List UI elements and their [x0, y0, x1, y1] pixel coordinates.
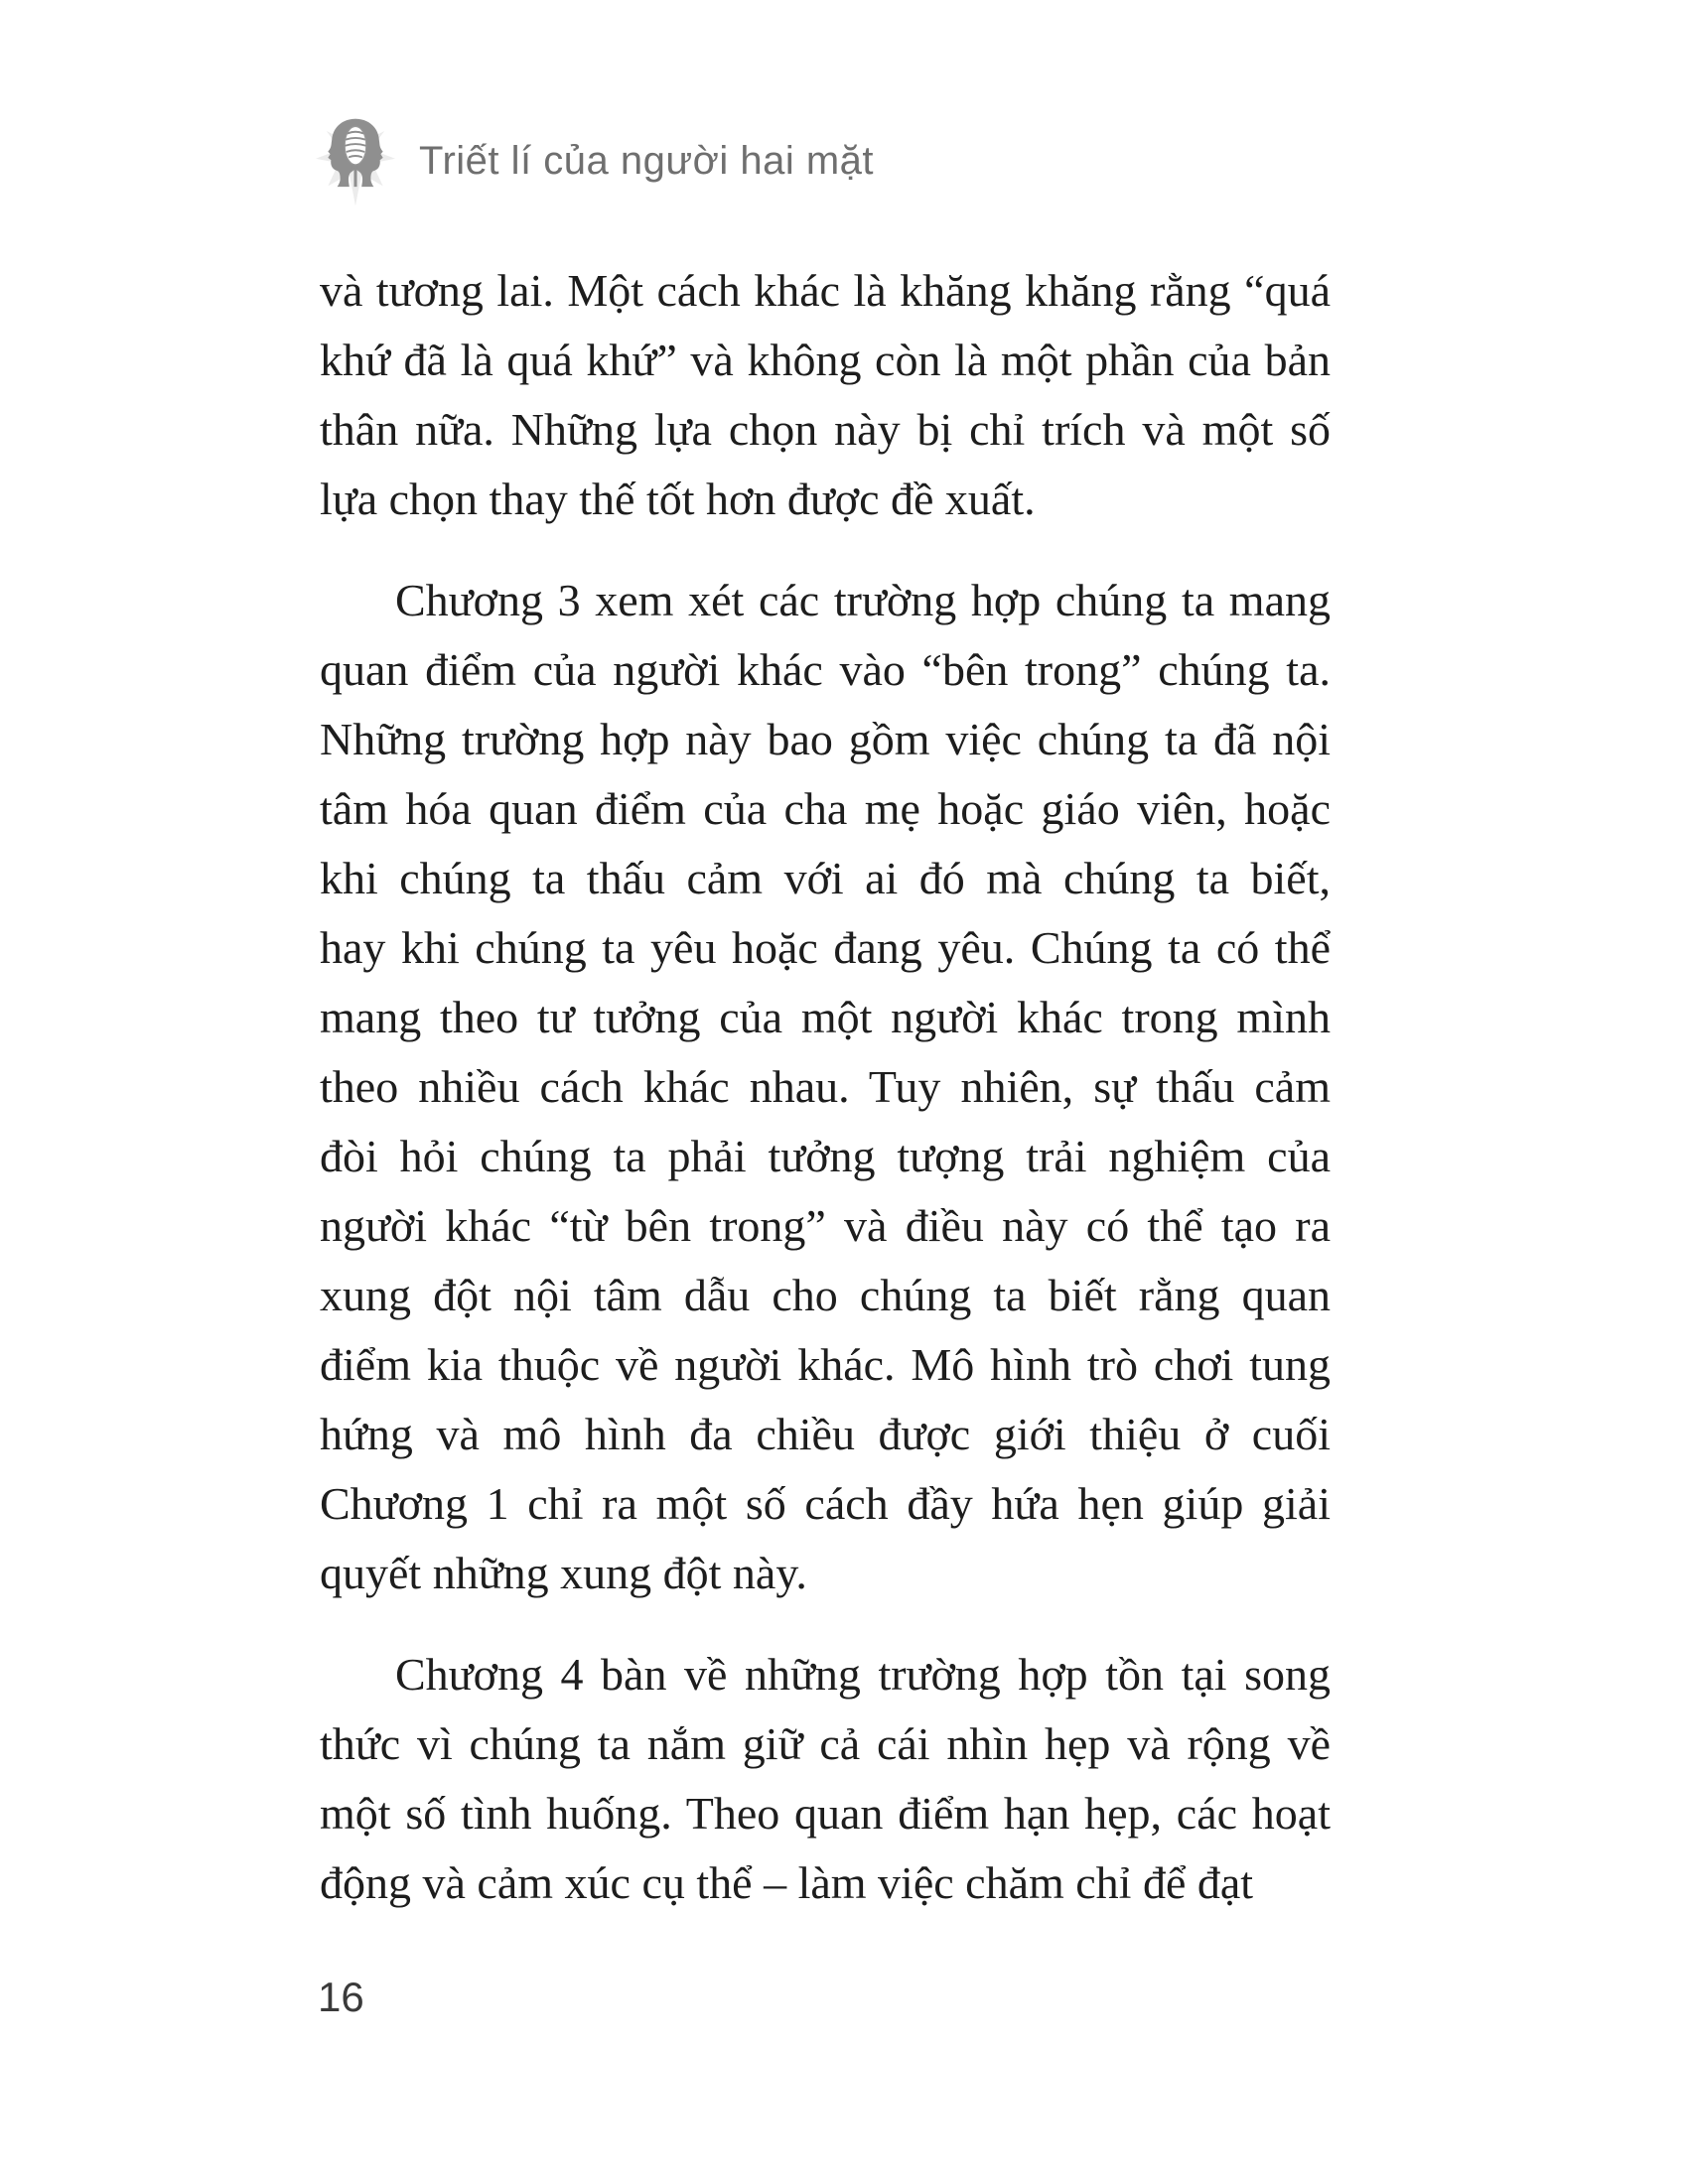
text-line: thân nữa. Những lựa chọn này bị chỉ trích và một số	[320, 404, 1331, 455]
page-header	[306, 111, 874, 210]
text-line: quyết những xung đột này.	[320, 1548, 807, 1598]
text-line: Những trường hợp này bao gồm việc chúng ta đã nội	[320, 714, 1331, 764]
text-line: và tương lai. Một cách khác là khăng khăng rằng “quá	[320, 265, 1331, 316]
text-line: lựa chọn thay thế tốt hơn được đề xuất.	[320, 474, 1036, 524]
text-line: một số tình huống. Theo quan điểm hạn hẹp, các hoạt	[320, 1788, 1331, 1839]
text-line: thức vì chúng ta nắm giữ cả cái nhìn hẹp và rộng về	[320, 1718, 1331, 1769]
text-line: theo nhiều cách khác nhau. Tuy nhiên, sự thấu cảm	[320, 1061, 1331, 1112]
page-number: 16	[318, 1974, 364, 2020]
text-line: đòi hỏi chúng ta phải tưởng tượng trải nghiệm của	[320, 1131, 1331, 1181]
text-line: mang theo tư tưởng của một người khác trong mình	[320, 992, 1331, 1042]
paragraph	[320, 256, 1331, 534]
text-line: Chương 3 xem xét các trường hợp chúng ta mang	[395, 575, 1331, 625]
text-line: tâm hóa quan điểm của cha mẹ hoặc giáo viên, hoặc	[320, 783, 1331, 834]
page-body	[320, 256, 1331, 1918]
paragraph	[320, 566, 1331, 1608]
text-line: hứng và mô hình đa chiều được giới thiệu ở cuối	[320, 1409, 1331, 1459]
text-line: điểm kia thuộc về người khác. Mô hình trò chơi tung	[320, 1339, 1331, 1390]
text-line: khứ đã là quá khứ” và không còn là một phần của bản	[320, 335, 1331, 385]
text-line: người khác “từ bên trong” và điều này có thể tạo ra	[320, 1200, 1331, 1251]
text-line: động và cảm xúc cụ thể – làm việc chăm chỉ để đạt	[320, 1857, 1254, 1908]
running-head-title: Triết lí của người hai mặt	[419, 139, 875, 183]
paragraph	[320, 1640, 1331, 1918]
text-line: Chương 1 chỉ ra một số cách đầy hứa hẹn giúp giải	[320, 1478, 1331, 1529]
text-line: hay khi chúng ta yêu hoặc đang yêu. Chúng ta có thể	[320, 922, 1331, 973]
text-line: xung đột nội tâm dẫu cho chúng ta biết rằng quan	[320, 1270, 1331, 1320]
text-line: quan điểm của người khác vào “bên trong” chúng ta.	[320, 644, 1331, 695]
text-line: Chương 4 bàn về những trường hợp tồn tại song	[395, 1649, 1331, 1700]
two-faces-head-icon	[306, 111, 405, 210]
text-line: khi chúng ta thấu cảm với ai đó mà chúng ta biết,	[320, 853, 1331, 903]
